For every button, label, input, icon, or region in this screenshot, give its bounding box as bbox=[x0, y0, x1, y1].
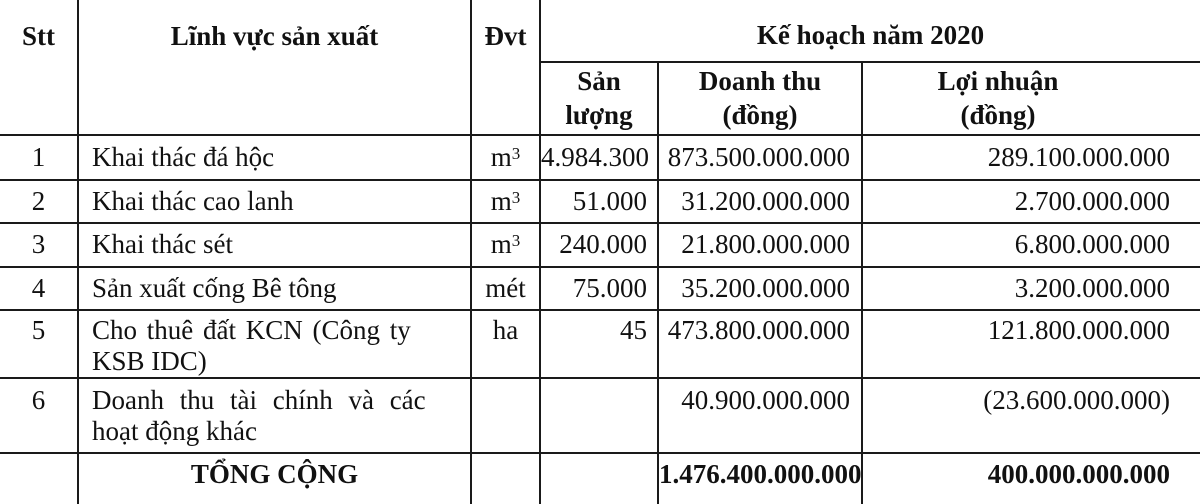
row-output: 51.000 bbox=[572, 186, 647, 216]
row-stt: 2 bbox=[31, 186, 46, 216]
total-revenue: 1.476.400.000.000 bbox=[659, 459, 862, 489]
header-field: Lĩnh vực sản xuất bbox=[170, 21, 379, 51]
grid-line bbox=[0, 309, 1200, 311]
row-output: 240.000 bbox=[559, 229, 647, 259]
grid-line bbox=[0, 179, 1200, 181]
row-stt: 6 bbox=[31, 385, 46, 415]
unit-base: m bbox=[490, 142, 512, 172]
grid-line bbox=[0, 266, 1200, 268]
row-stt: 5 bbox=[31, 315, 46, 345]
row-profit: 289.100.000.000 bbox=[987, 142, 1170, 172]
grid-line bbox=[77, 0, 79, 504]
unit-superscript: 3 bbox=[511, 144, 521, 163]
row-output: 45 bbox=[620, 315, 647, 345]
grid-line bbox=[0, 134, 1200, 136]
row-field: Khai thác cao lanh bbox=[92, 186, 294, 216]
row-revenue: 35.200.000.000 bbox=[681, 273, 850, 303]
row-revenue: 31.200.000.000 bbox=[681, 186, 850, 216]
row-field-line2: hoạt động khác bbox=[92, 416, 257, 446]
total-profit: 400.000.000.000 bbox=[987, 459, 1170, 489]
row-unit bbox=[472, 142, 539, 173]
row-revenue: 21.800.000.000 bbox=[681, 229, 850, 259]
header-unit: Đvt bbox=[484, 21, 527, 51]
header-revenue-line2: (đồng) bbox=[722, 100, 798, 130]
header-plan-2020: Kế hoạch năm 2020 bbox=[756, 20, 985, 50]
row-output: 75.000 bbox=[572, 273, 647, 303]
header-output-line1: Sản bbox=[577, 66, 621, 96]
row-stt: 3 bbox=[31, 229, 46, 259]
total-label: TỔNG CỘNG bbox=[190, 459, 359, 489]
row-unit bbox=[472, 229, 539, 260]
row-field: Sản xuất cống Bê tông bbox=[92, 273, 337, 303]
row-field-line1: Doanh thu tài chính và các bbox=[92, 385, 426, 415]
row-field: Khai thác đá hộc bbox=[92, 142, 275, 172]
row-revenue: 873.500.000.000 bbox=[667, 142, 850, 172]
row-unit bbox=[472, 186, 539, 217]
unit-base: ha bbox=[492, 315, 519, 345]
row-stt: 1 bbox=[31, 142, 46, 172]
row-revenue: 40.900.000.000 bbox=[681, 385, 850, 415]
unit-superscript: 3 bbox=[511, 231, 521, 250]
header-stt: Stt bbox=[22, 21, 55, 51]
header-profit-line2: (đồng) bbox=[960, 100, 1036, 130]
row-profit: 121.800.000.000 bbox=[987, 315, 1170, 345]
unit-base: m bbox=[490, 186, 512, 216]
header-revenue-line1: Doanh thu bbox=[698, 66, 822, 96]
unit-base: mét bbox=[485, 273, 526, 303]
row-stt: 4 bbox=[31, 273, 46, 303]
row-field: Khai thác sét bbox=[92, 229, 233, 259]
unit-superscript: 3 bbox=[511, 188, 521, 207]
row-profit: 3.200.000.000 bbox=[1014, 273, 1170, 303]
row-field-line2: KSB IDC) bbox=[92, 346, 207, 376]
row-output: 4.984.300 bbox=[541, 142, 649, 172]
row-field-line1: Cho thuê đất KCN (Công ty bbox=[92, 315, 411, 345]
row-profit: 2.700.000.000 bbox=[1014, 186, 1170, 216]
row-unit bbox=[472, 273, 539, 304]
grid-line bbox=[0, 377, 1200, 379]
header-profit-line1: Lợi nhuận bbox=[937, 66, 1059, 96]
row-unit bbox=[472, 315, 539, 346]
grid-line bbox=[0, 222, 1200, 224]
row-profit: 6.800.000.000 bbox=[1014, 229, 1170, 259]
unit-base: m bbox=[490, 229, 512, 259]
header-output-line2: lượng bbox=[565, 100, 633, 130]
grid-line bbox=[539, 61, 1200, 63]
row-revenue: 473.800.000.000 bbox=[667, 315, 850, 345]
grid-line bbox=[0, 452, 1200, 454]
row-profit: (23.600.000.000) bbox=[983, 385, 1170, 415]
